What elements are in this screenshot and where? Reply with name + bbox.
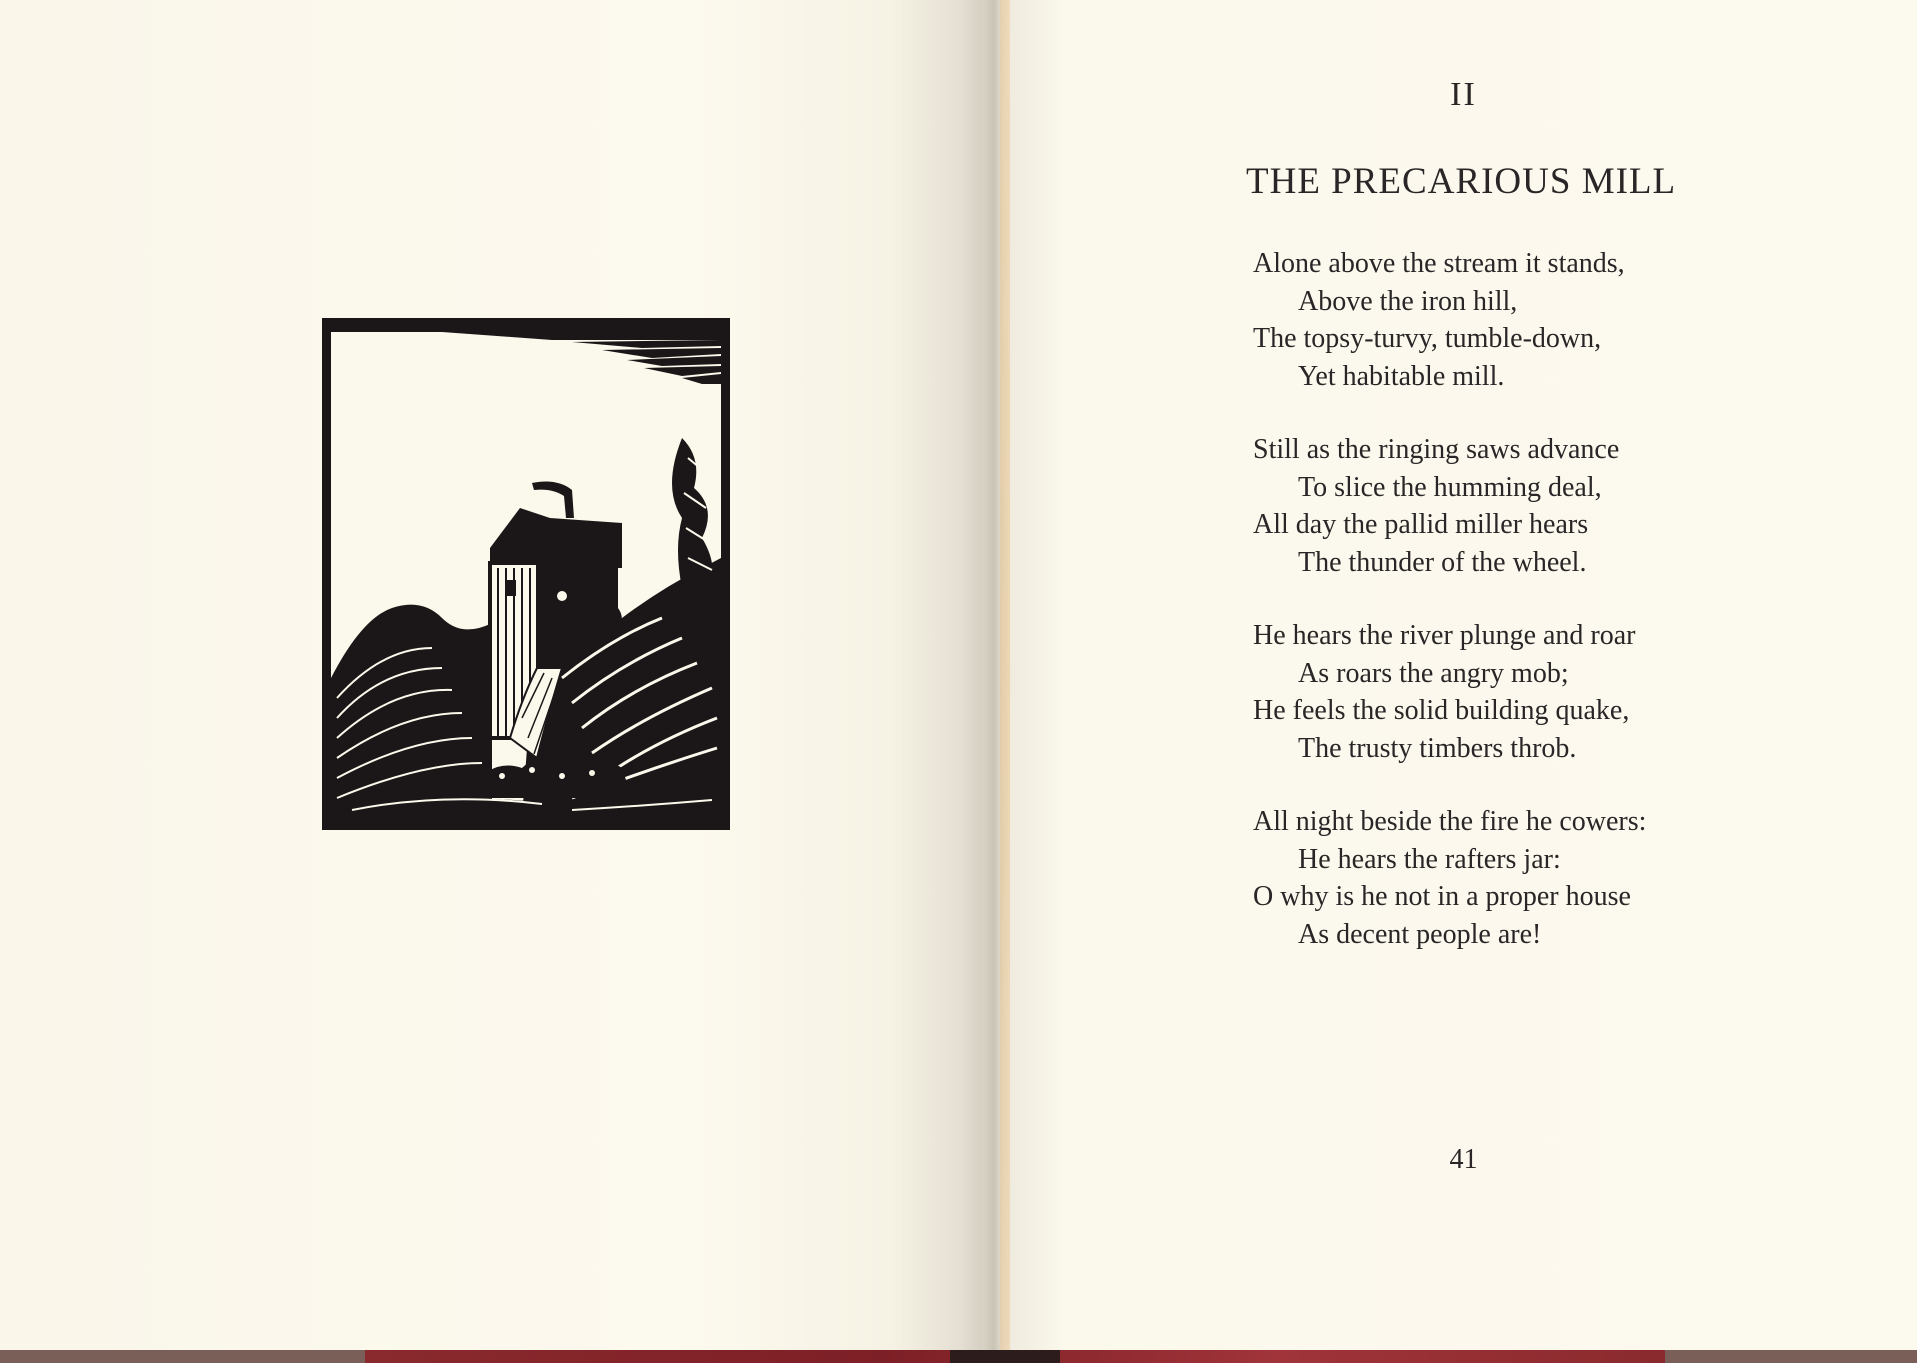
stanza-2 <box>1253 431 1619 581</box>
poem-line: O why is he not in a proper house <box>1253 881 1631 912</box>
poem-line: Still as the ringing saws advance <box>1253 434 1620 465</box>
poem-title: THE PRECARIOUS MILL <box>1246 161 1677 202</box>
stanza-3 <box>1253 617 1636 767</box>
poem-line: Above the iron hill, <box>1298 285 1518 317</box>
book-cover-edge <box>0 1350 1917 1363</box>
poem-line: The topsy-turvy, tumble-down, <box>1253 323 1602 354</box>
cover-dark-band <box>950 1350 1060 1363</box>
poem-line: The trusty timbers throb. <box>1298 732 1577 764</box>
poem-line: To slice the humming deal, <box>1298 471 1602 503</box>
poem-line: As decent people are! <box>1298 918 1542 950</box>
poem-line: Alone above the stream it stands, <box>1253 248 1625 279</box>
poem-line: The thunder of the wheel. <box>1298 546 1587 578</box>
poem-line: He hears the river plunge and roar <box>1253 620 1636 651</box>
page-number: 41 <box>1449 1144 1478 1175</box>
gutter-edge <box>1000 0 1010 1350</box>
section-number: II <box>1450 76 1477 113</box>
poem-line: All night beside the fire he cowers: <box>1253 806 1647 837</box>
right-page <box>1010 0 1917 1350</box>
woodcut-mill-illustration <box>322 318 730 830</box>
stanza-1 <box>1253 245 1625 395</box>
poem-line: All day the pallid miller hears <box>1253 509 1589 540</box>
poem-block <box>1010 0 1917 1350</box>
poem-line: As roars the angry mob; <box>1298 657 1569 689</box>
poem-line: He hears the rafters jar: <box>1298 843 1561 875</box>
stanza-4 <box>1253 803 1646 953</box>
poem-line: Yet habitable mill. <box>1298 360 1505 392</box>
poem-line: He feels the solid building quake, <box>1253 695 1630 726</box>
